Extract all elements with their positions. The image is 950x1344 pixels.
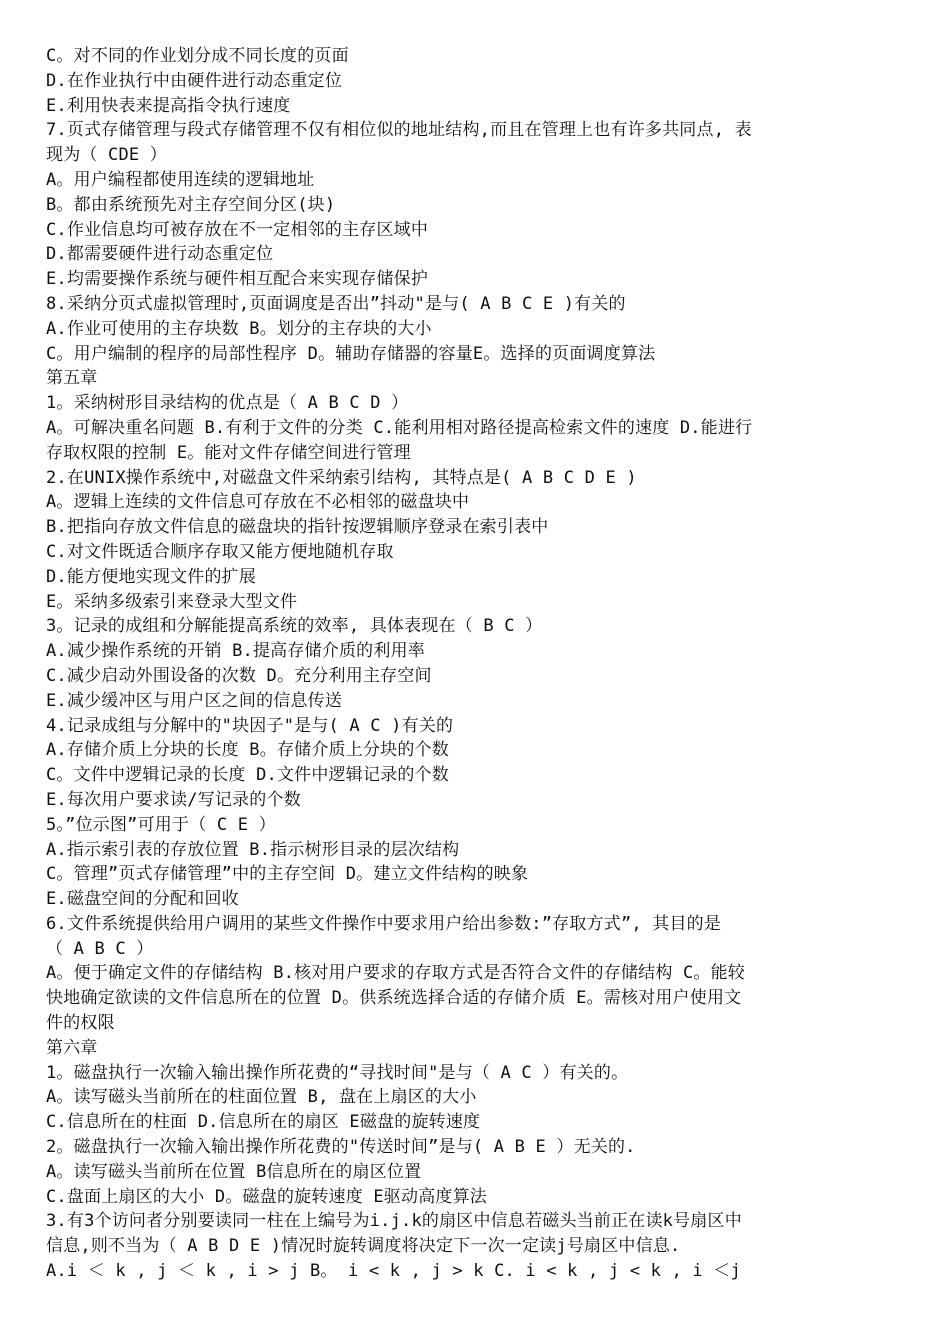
option-line: A。便于确定文件的存储结构 B.核对用户要求的存取方式是否符合文件的存储结构 C。能较 [46,963,746,984]
text-line: 现为（ CDE ） [46,145,167,166]
question-4: 4.记录成组与分解中的"块因子"是与( A C )有关的 [46,715,454,736]
option-line: A。读写磁头当前所在的柱面位置 B, 盘在上扇区的大小 [46,1087,477,1108]
option-line: E.均需要操作系统与硬件相互配合来实现存储保护 [46,269,429,290]
question-2: 2.在UNIX操作系统中,对磁盘文件采纳索引结构, 其特点是( A B C D E ) [46,467,637,488]
option-line: D.能方便地实现文件的扩展 [46,566,257,587]
question-3: 3.有3个访问者分别要读同一柱在上编号为i.j.k的扇区中信息若磁头当前正在读k号扇区中 [46,1211,742,1232]
option-line: A.作业可使用的主存块数 B。划分的主存块的大小 [46,318,432,339]
option-line: C.盘面上扇区的大小 D。磁盘的旋转速度 E驱动高度算法 [46,1186,488,1207]
option-line: D.都需要硬件进行动态重定位 [46,244,274,265]
option-line: E.每次用户要求读/写记录的个数 [46,789,301,810]
option-line: 件的权限 [46,1013,115,1034]
option-line: A.存储介质上分块的长度 B。存储介质上分块的个数 [46,740,449,761]
question-6: 6.文件系统提供给用户调用的某些文件操作中要求用户给出参数:”存取方式”, 其目的是 [46,913,722,934]
option-line: C。用户编制的程序的局部性程序 D。辅助存储器的容量E。选择的页面调度算法 [46,343,656,364]
question-3: 3。记录的成组和分解能提高系统的效率, 具体表现在（ B C ） [46,616,543,637]
option-line: A。逻辑上连续的文件信息可存放在不必相邻的磁盘块中 [46,492,470,513]
option-line: C。文件中逻辑记录的长度 D.文件中逻辑记录的个数 [46,765,449,786]
option-line: 存取权限的控制 E。能对文件存储空间进行管理 [46,442,411,463]
option-line: E.减少缓冲区与用户区之间的信息传送 [46,690,343,711]
question-2: 2。磁盘执行一次输入输出操作所花费的"传送时间”是与( A B E ）无关的. [46,1137,636,1158]
question-5: 5。”位示图”可用于（ C E ） [46,814,276,835]
text-line: E.利用快表来提高指令执行速度 [46,95,291,116]
option-line: A.减少操作系统的开销 B.提高存储介质的利用率 [46,641,425,662]
option-line: C.作业信息均可被存放在不一定相邻的主存区域中 [46,219,429,240]
option-line: C.对文件既适合顺序存取又能方便地随机存取 [46,541,394,562]
text-line: （ A B C ） [46,938,154,959]
option-line: 快地确定欲读的文件信息所在的位置 D。供系统选择合适的存储介质 E。需核对用户使用文 [46,988,742,1009]
option-line: C.信息所在的柱面 D.信息所在的扇区 E磁盘的旋转速度 [46,1112,481,1133]
option-line: A。可解决重名问题 B.有利于文件的分类 C.能利用相对路径提高检索文件的速度 D.能进行 [46,417,753,438]
option-line: A。读写磁头当前所在位置 B信息所在的扇区位置 [46,1161,422,1182]
option-line: A.i ＜ k , j ＜ k , i > j B。 i < k , j > k C. i < k , j < k , i ＜j [46,1261,741,1282]
option-line: A.指示索引表的存放位置 B.指示树形目录的层次结构 [46,839,460,860]
text-line: 信息,则不当为（ A B D E )情况时旋转调度将决定下一次一定读j号扇区中信息. [46,1236,681,1257]
option-line: E.磁盘空间的分配和回收 [46,889,239,910]
chapter-heading: 第六章 [46,1037,98,1058]
question-7: 7.页式存储管理与段式存储管理不仅有相位似的地址结构,而且在管理上也有许多共同点, 表 [46,120,752,141]
option-line: A。用户编程都使用连续的逻辑地址 [46,169,315,190]
chapter-heading: 第五章 [46,368,98,389]
question-1: 1。采纳树形目录结构的优点是（ A B C D ） [46,393,409,414]
option-line: B。都由系统预先对主存空间分区(块) [46,194,336,215]
text-line: D.在作业执行中由硬件进行动态重定位 [46,70,343,91]
question-8: 8.采纳分页式虚拟管理时,页面调度是否出”抖动"是与( A B C E )有关的 [46,293,626,314]
question-1: 1。磁盘执行一次输入输出操作所花费的“寻找时间"是与（ A C ）有关的。 [46,1062,629,1083]
option-line: C.减少启动外围设备的次数 D。充分利用主存空间 [46,665,432,686]
text-line: C。对不同的作业划分成不同长度的页面 [46,46,349,66]
option-line: E。采纳多级索引来登录大型文件 [46,591,298,612]
option-line: C。管理”页式存储管理”中的主存空间 D。建立文件结构的映象 [46,864,529,885]
option-line: B.把指向存放文件信息的磁盘块的指针按逻辑顺序登录在索引表中 [46,517,549,538]
